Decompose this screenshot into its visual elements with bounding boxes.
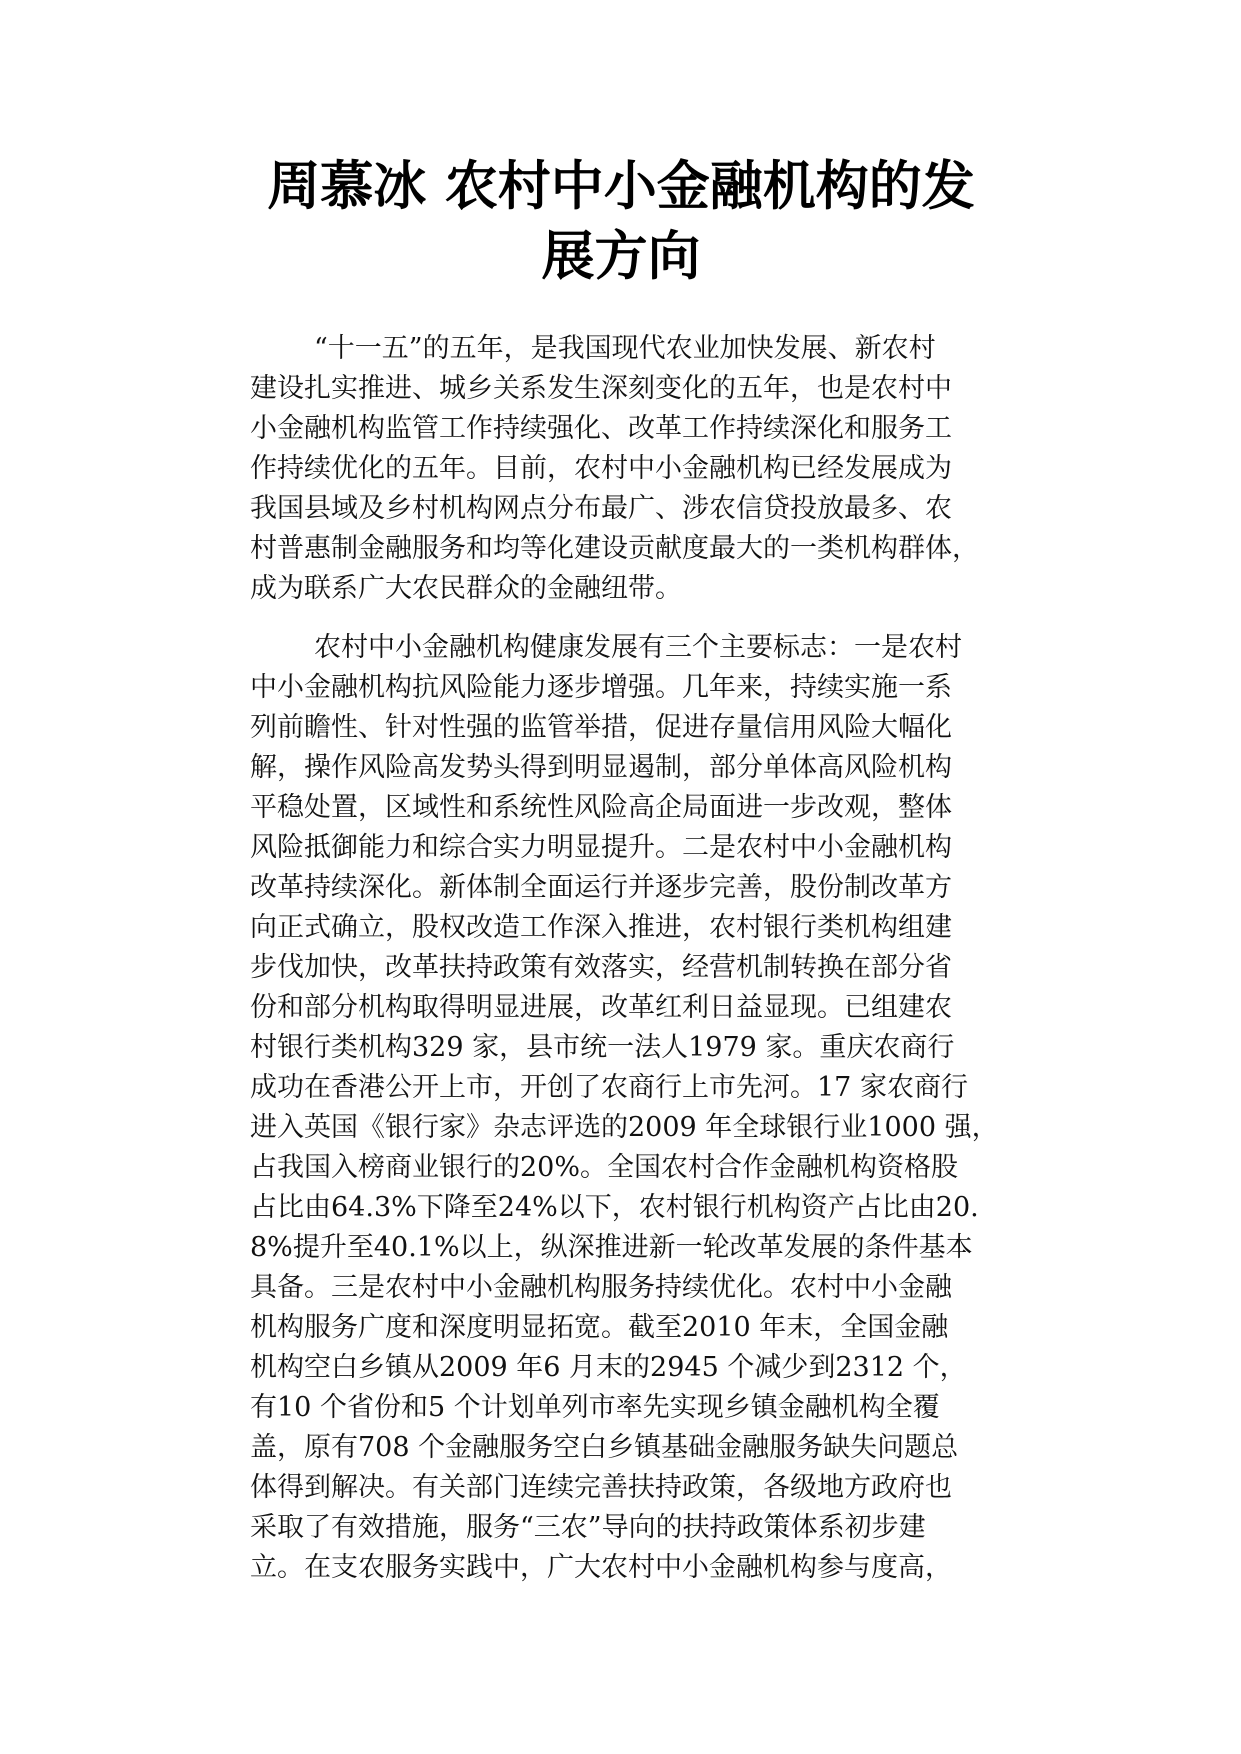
paragraph-2-line: 风险抵御能力和综合实力明显提升。二是农村中小金融机构 xyxy=(250,832,952,863)
title-line-1: 周慕冰 农村中小金融机构的发 xyxy=(267,156,975,217)
paragraph-1-line: 建设扎实推进、城乡关系发生深刻变化的五年，也是农村中 xyxy=(250,373,952,404)
paragraph-2-line: 体得到解决。有关部门连续完善扶持政策，各级地方政府也 xyxy=(250,1472,952,1503)
document-title xyxy=(250,152,992,292)
paragraph-1-line: 村普惠制金融服务和均等化建设贡献度最大的一类机构群体， xyxy=(250,533,979,564)
paragraph-1-line: “十一五”的五年，是我国现代农业加快发展、新农村 xyxy=(314,333,936,364)
paragraph-2-line: 占我国入榜商业银行的20%。全国农村合作金融机构资格股 xyxy=(250,1152,959,1183)
paragraph-2-line: 农村中小金融机构健康发展有三个主要标志：一是农村 xyxy=(314,632,962,663)
paragraph-2-line: 改革持续深化。新体制全面运行并逐步完善，股份制改革方 xyxy=(250,872,952,903)
paragraph-1-line: 我国县域及乡村机构网点分布最广、涉农信贷投放最多、农 xyxy=(250,493,952,524)
paragraph-2-line: 列前瞻性、针对性强的监管举措，促进存量信用风险大幅化 xyxy=(250,712,952,743)
paragraph-2-line: 成功在香港公开上市，开创了农商行上市先河。17 家农商行 xyxy=(250,1072,968,1103)
paragraph-1-line: 小金融机构监管工作持续强化、改革工作持续深化和服务工 xyxy=(250,413,952,444)
paragraph-1 xyxy=(250,329,998,609)
paragraph-1-line: 作持续优化的五年。目前，农村中小金融机构已经发展成为 xyxy=(250,453,952,484)
paragraph-2-line: 机构空白乡镇从2009 年6 月末的2945 个减少到2312 个， xyxy=(250,1352,967,1383)
paragraph-2-line: 步伐加快，改革扶持政策有效落实，经营机制转换在部分省 xyxy=(250,952,952,983)
paragraph-2-line: 立。在支农服务实践中，广大农村中小金融机构参与度高， xyxy=(250,1552,952,1583)
paragraph-1-line: 成为联系广大农民群众的金融纽带。 xyxy=(250,573,682,604)
title-line-2: 展方向 xyxy=(541,226,701,287)
paragraph-2-line: 平稳处置，区域性和系统性风险高企局面进一步改观，整体 xyxy=(250,792,952,823)
paragraph-2-line: 有10 个省份和5 个计划单列市率先实现乡镇金融机构全覆 xyxy=(250,1392,940,1423)
paragraph-2-line: 具备。三是农村中小金融机构服务持续优化。农村中小金融 xyxy=(250,1272,952,1303)
paragraph-2-line: 机构服务广度和深度明显拓宽。截至2010 年末，全国金融 xyxy=(250,1312,949,1343)
paragraph-2-line: 占比由64.3%下降至24%以下，农村银行机构资产占比由20. xyxy=(250,1192,979,1223)
paragraph-2-line: 份和部分机构取得明显进展，改革红利日益显现。已组建农 xyxy=(250,992,952,1023)
paragraph-2-line: 采取了有效措施，服务“三农”导向的扶持政策体系初步建 xyxy=(250,1512,926,1543)
paragraph-2 xyxy=(250,628,998,1588)
paragraph-2-line: 解，操作风险高发势头得到明显遏制，部分单体高风险机构 xyxy=(250,752,952,783)
paragraph-2-line: 向正式确立，股权改造工作深入推进，农村银行类机构组建 xyxy=(250,912,952,943)
paragraph-2-line: 中小金融机构抗风险能力逐步增强。几年来，持续实施一系 xyxy=(250,672,952,703)
paragraph-2-line: 进入英国《银行家》杂志评选的2009 年全球银行业1000 强， xyxy=(250,1112,999,1143)
paragraph-2-line: 村银行类机构329 家，县市统一法人1979 家。重庆农商行 xyxy=(250,1032,955,1063)
paragraph-2-line: 盖，原有708 个金融服务空白乡镇基础金融服务缺失问题总 xyxy=(250,1432,959,1463)
paragraph-2-line: 8%提升至40.1%以上，纵深推进新一轮改革发展的条件基本 xyxy=(250,1232,973,1263)
